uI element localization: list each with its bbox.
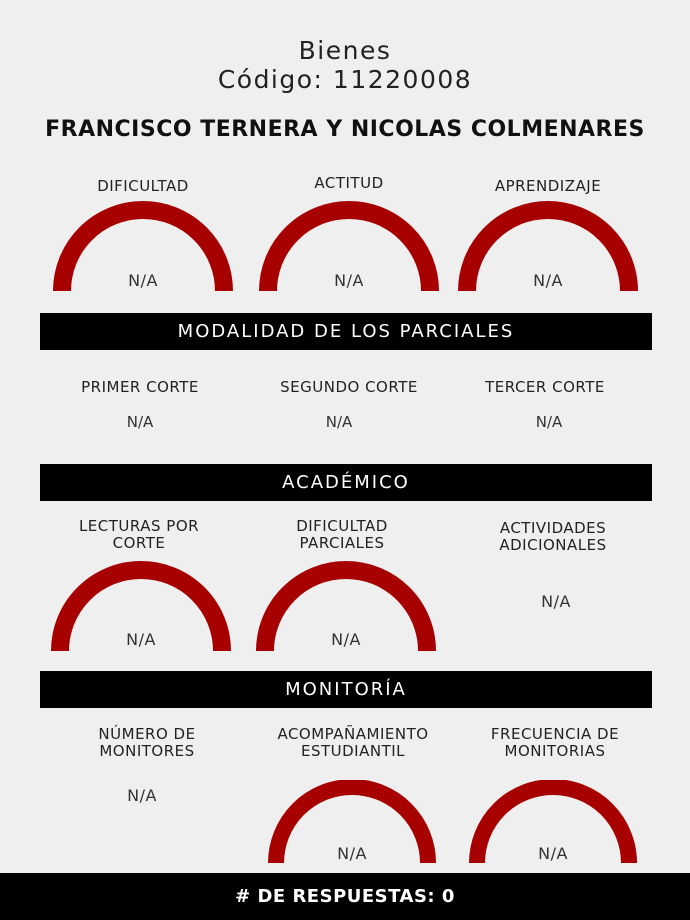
course-name: Bienes <box>298 36 392 65</box>
monitoria-label-acompanamiento-line1: ACOMPAÑAMIENTO <box>277 725 429 743</box>
academico-label-dificultad <box>252 518 432 552</box>
academico-label-lecturas <box>49 518 229 552</box>
academico-label-actividades-line2: ADICIONALES <box>499 536 607 554</box>
monitoria-label-numero-line1: NÚMERO DE <box>98 725 196 743</box>
modalidad-value-primer: N/A <box>126 413 154 431</box>
gauge-value-aprendizaje: N/A <box>533 271 563 290</box>
modalidad-value-tercer: N/A <box>535 413 563 431</box>
course-code: Código: 11220008 <box>217 65 473 94</box>
gauge-value-dificultad: N/A <box>128 271 158 290</box>
section-bar-modalidad: MODALIDAD DE LOS PARCIALES <box>40 313 652 350</box>
gauge-label-dificultad: DIFICULTAD <box>97 177 189 195</box>
monitoria-label-acompanamiento <box>248 726 458 760</box>
academico-value-dificultad: N/A <box>331 630 361 649</box>
gauge-label-aprendizaje: APRENDIZAJE <box>494 177 602 195</box>
monitoria-value-numero: N/A <box>127 786 157 805</box>
monitoria-label-numero-line2: MONITORES <box>99 742 195 760</box>
monitoria-label-frecuencia-line2: MONITORIAS <box>504 742 606 760</box>
monitoria-label-frecuencia <box>465 726 645 760</box>
monitoria-label-frecuencia-line1: FRECUENCIA DE <box>490 725 620 743</box>
monitoria-label-acompanamiento-line2: ESTUDIANTIL <box>300 742 406 760</box>
monitoria-label-numero <box>57 726 237 760</box>
gauge-label-actitud: ACTITUD <box>314 174 384 192</box>
course-header <box>0 36 690 94</box>
professors-title: FRANCISCO TERNERA Y NICOLAS COLMENARES <box>45 117 645 142</box>
academico-value-actividades: N/A <box>541 592 571 611</box>
academico-label-actividades-line1: ACTIVIDADES <box>499 519 607 537</box>
modalidad-label-tercer: TERCER CORTE <box>485 378 605 396</box>
monitoria-value-acompanamiento: N/A <box>337 844 367 863</box>
section-bar-monitoria: MONITORÍA <box>40 671 652 708</box>
modalidad-label-segundo: SEGUNDO CORTE <box>280 378 418 396</box>
academico-label-dificultad-line1: DIFICULTAD <box>296 517 388 535</box>
modalidad-label-primer: PRIMER CORTE <box>81 378 199 396</box>
academico-label-lecturas-line2: CORTE <box>112 534 166 552</box>
monitoria-value-frecuencia: N/A <box>538 844 568 863</box>
academico-label-dificultad-line2: PARCIALES <box>299 534 385 552</box>
academico-value-lecturas: N/A <box>126 630 156 649</box>
academico-label-lecturas-line1: LECTURAS POR <box>78 517 200 535</box>
responses-footer: # DE RESPUESTAS: 0 <box>0 873 690 920</box>
modalidad-value-segundo: N/A <box>325 413 353 431</box>
academico-label-actividades <box>463 520 643 554</box>
section-bar-academico: ACADÉMICO <box>40 464 652 501</box>
gauge-value-actitud: N/A <box>334 271 364 290</box>
